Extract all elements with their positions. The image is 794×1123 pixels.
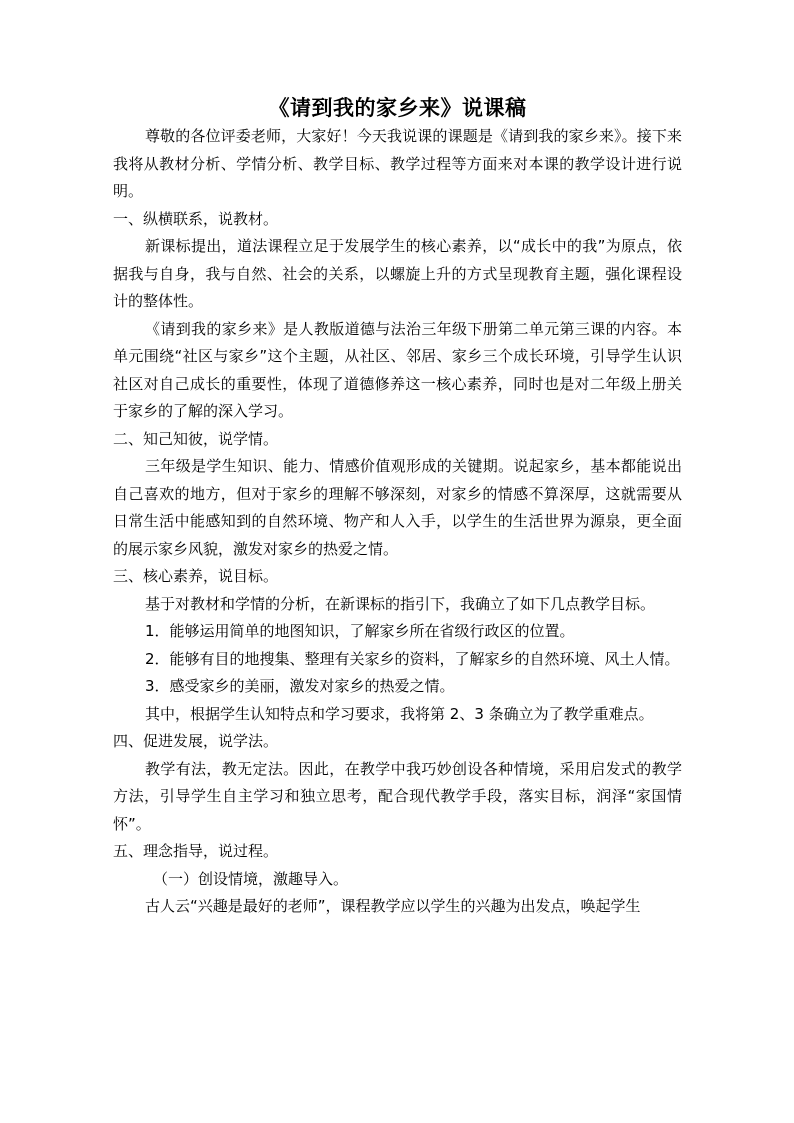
- body-paragraph: 教学有法，教无定法。因此，在教学中我巧妙创设各种情境，采用启发式的教学方法，引导学生自主学习和独立思考，配合现代教学手段，落实目标，润泽“家国情怀”。: [113, 759, 682, 833]
- section-heading: 二、知己知彼，说学情。: [113, 429, 279, 448]
- body-paragraph: 2．能够有目的地搜集、整理有关家乡的资料，了解家乡的自然环境、风土人情。: [145, 649, 680, 668]
- body-paragraph: 新课标提出，道法课程立足于发展学生的核心素养，以“成长中的我”为原点，依据我与自身，我与自然、社会的关系，以螺旋上升的方式呈现教育主题，强化课程设计的整体性。: [113, 237, 682, 310]
- body-paragraph: 古人云“兴趣是最好的老师”，课程教学应以学生的兴趣为出发点，唤起学生: [145, 897, 641, 915]
- body-paragraph: 3．感受家乡的美丽，激发对家乡的热爱之情。: [145, 677, 455, 695]
- section-heading: 四、促进发展，说学法。: [113, 732, 279, 750]
- section-heading: 五、理念指导，说过程。: [113, 842, 279, 860]
- body-paragraph: 《请到我的家乡来》是人教版道德与法治三年级下册第二单元第三课的内容。本单元围绕“社区与家乡”这个主题，从社区、邻居、家乡三个成长环境，引导学生认识社区对自己成长的重要性，体现了道德修养这一核心素养，同时也是对二年级上册关于家乡的了解的深入学习。: [113, 319, 682, 420]
- body-paragraph: 1．能够运用简单的地图知识，了解家乡所在省级行政区的位置。: [145, 622, 575, 640]
- document-page: [113, 93, 682, 921]
- document-body: [113, 123, 682, 921]
- section-heading: 一、纵横联系，说教材。: [113, 209, 279, 228]
- body-paragraph: 尊敬的各位评委老师，大家好！今天我说课的课题是《请到我的家乡来》。接下来我将从教材分析、学情分析、教学目标、教学过程等方面来对本课的教学设计进行说明。: [113, 127, 682, 200]
- body-paragraph: （一）创设情境，激趣导入。: [153, 869, 349, 888]
- body-paragraph: 三年级是学生知识、能力、情感价值观形成的关键期。说起家乡，基本都能说出自己喜欢的地方，但对于家乡的理解不够深刻，对家乡的情感不算深厚，这就需要从日常生活中能感知到的自然环境、物产和人入手，以学生的生活世界为源泉，更全面的展示家乡风貌，激发对家乡的热爱之情。: [113, 457, 682, 558]
- body-paragraph: 基于对教材和学情的分析，在新课标的指引下，我确立了如下几点教学目标。: [145, 594, 656, 613]
- document-title: 《请到我的家乡来》说课稿: [268, 96, 527, 120]
- section-heading: 三、核心素养，说目标。: [113, 567, 279, 585]
- body-paragraph: 其中，根据学生认知特点和学习要求，我将第 2、3 条确立为了教学重难点。: [145, 704, 654, 723]
